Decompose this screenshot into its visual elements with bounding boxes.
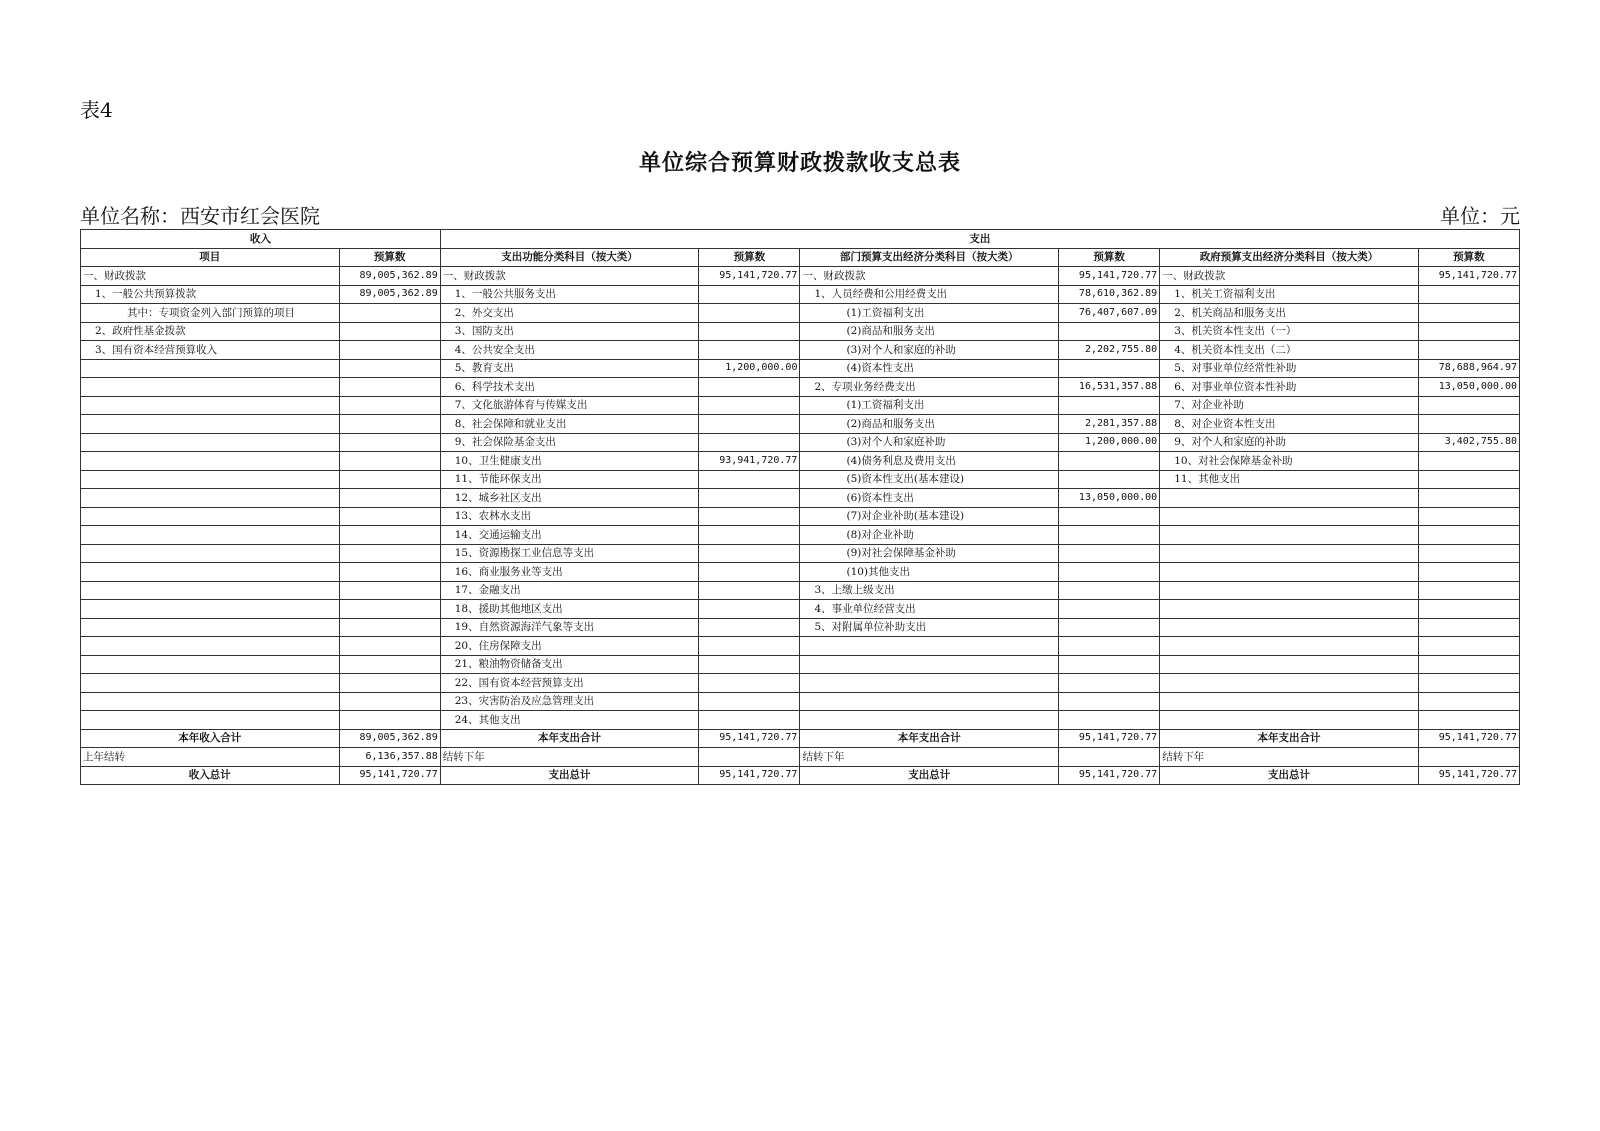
budget-amount-cell (699, 618, 800, 637)
budget-amount-cell (699, 600, 800, 619)
item-cell: (7)对企业补助(基本建设) (800, 507, 1059, 526)
budget-amount-cell (699, 470, 800, 489)
budget-amount-cell: 6,136,357.88 (339, 748, 440, 767)
header-group-row (81, 230, 1520, 249)
budget-amount-cell: 95,141,720.77 (1059, 267, 1160, 286)
budget-amount-cell (699, 674, 800, 693)
item-cell: 17、金融支出 (440, 581, 699, 600)
budget-amount-cell (699, 433, 800, 452)
table-row (81, 544, 1520, 563)
item-cell (1160, 655, 1419, 674)
item-cell: 一、财政拨款 (800, 267, 1059, 286)
item-cell (81, 637, 340, 656)
budget-amount-cell: 2,281,357.88 (1059, 415, 1160, 434)
budget-amount-cell: 95,141,720.77 (1418, 766, 1519, 785)
item-cell (1160, 618, 1419, 637)
item-cell: 2、机关商品和服务支出 (1160, 304, 1419, 323)
item-cell: 3、上缴上级支出 (800, 581, 1059, 600)
item-cell (81, 378, 340, 397)
item-cell (800, 692, 1059, 711)
item-cell: 支出总计 (1160, 766, 1419, 785)
budget-amount-cell (339, 507, 440, 526)
item-cell: 5、对事业单位经常性补助 (1160, 359, 1419, 378)
budget-amount-cell (339, 655, 440, 674)
budget-amount-cell (339, 341, 440, 360)
table-row (81, 526, 1520, 545)
table-row (81, 433, 1520, 452)
budget-amount-cell (699, 748, 800, 767)
item-cell: 其中：专项资金列入部门预算的项目 (81, 304, 340, 323)
table-row (81, 378, 1520, 397)
item-cell: (3)对个人和家庭的补助 (800, 341, 1059, 360)
budget-amount-cell (1059, 526, 1160, 545)
item-cell: 一、财政拨款 (1160, 267, 1419, 286)
budget-amount-cell (699, 711, 800, 730)
budget-amount-cell (339, 526, 440, 545)
column-header: 项目 (81, 248, 340, 267)
table-row (81, 692, 1520, 711)
budget-amount-cell (1418, 563, 1519, 582)
item-cell: 4、公共安全支出 (440, 341, 699, 360)
item-cell: 4、事业单位经营支出 (800, 600, 1059, 619)
budget-amount-cell (1059, 692, 1160, 711)
item-cell: (4)资本性支出 (800, 359, 1059, 378)
item-cell: 7、对企业补助 (1160, 396, 1419, 415)
item-cell: (10)其他支出 (800, 563, 1059, 582)
item-cell: (5)资本性支出(基本建设) (800, 470, 1059, 489)
item-cell (1160, 600, 1419, 619)
budget-amount-cell (1418, 322, 1519, 341)
item-cell: 6、科学技术支出 (440, 378, 699, 397)
table-row (81, 600, 1520, 619)
item-cell (1160, 526, 1419, 545)
budget-amount-cell (699, 507, 800, 526)
budget-amount-cell (339, 637, 440, 656)
budget-amount-cell (1059, 711, 1160, 730)
table-row (81, 563, 1520, 582)
budget-amount-cell (339, 674, 440, 693)
item-cell: 本年支出合计 (800, 729, 1059, 748)
budget-amount-cell (1418, 285, 1519, 304)
item-cell: 2、外交支出 (440, 304, 699, 323)
item-cell (81, 618, 340, 637)
table-row (81, 304, 1520, 323)
budget-amount-cell: 95,141,720.77 (1418, 729, 1519, 748)
budget-amount-cell (699, 341, 800, 360)
budget-amount-cell (339, 378, 440, 397)
budget-amount-cell (1059, 563, 1160, 582)
item-cell: 10、卫生健康支出 (440, 452, 699, 471)
item-cell: 结转下年 (1160, 748, 1419, 767)
budget-amount-cell (339, 452, 440, 471)
item-cell: 22、国有资本经营预算支出 (440, 674, 699, 693)
budget-amount-cell (339, 433, 440, 452)
table-row (81, 507, 1520, 526)
budget-amount-cell: 95,141,720.77 (699, 267, 800, 286)
budget-amount-cell (1418, 304, 1519, 323)
table-row (81, 341, 1520, 360)
budget-amount-cell (1059, 544, 1160, 563)
item-cell (81, 452, 340, 471)
budget-amount-cell (1059, 359, 1160, 378)
budget-amount-cell (699, 415, 800, 434)
item-cell (81, 692, 340, 711)
budget-amount-cell (1059, 581, 1160, 600)
table-row (81, 470, 1520, 489)
table-row (81, 655, 1520, 674)
column-header: 预算数 (1059, 248, 1160, 267)
table-body (81, 267, 1520, 785)
table-row (81, 267, 1520, 286)
item-cell (81, 526, 340, 545)
item-cell: 2、政府性基金拨款 (81, 322, 340, 341)
budget-amount-cell (1418, 489, 1519, 508)
item-cell (1160, 637, 1419, 656)
item-cell (81, 563, 340, 582)
budget-amount-cell (1418, 470, 1519, 489)
currency-unit-label: 单位：元 (1440, 204, 1520, 228)
item-cell (81, 655, 340, 674)
budget-amount-cell (339, 396, 440, 415)
item-cell: 3、国防支出 (440, 322, 699, 341)
budget-amount-cell: 89,005,362.89 (339, 267, 440, 286)
budget-amount-cell (1418, 655, 1519, 674)
budget-amount-cell (339, 600, 440, 619)
column-header: 预算数 (1418, 248, 1519, 267)
budget-amount-cell (1059, 655, 1160, 674)
item-cell: 10、对社会保障基金补助 (1160, 452, 1419, 471)
budget-amount-cell (1059, 452, 1160, 471)
item-cell: 1、人员经费和公用经费支出 (800, 285, 1059, 304)
item-cell (81, 544, 340, 563)
budget-amount-cell (1059, 470, 1160, 489)
table-row (81, 729, 1520, 748)
item-cell: 5、对附属单位补助支出 (800, 618, 1059, 637)
budget-amount-cell (699, 637, 800, 656)
item-cell: 一、财政拨款 (81, 267, 340, 286)
item-cell (81, 433, 340, 452)
table-number: 表4 (80, 98, 113, 122)
item-cell: 1、一般公共服务支出 (440, 285, 699, 304)
budget-amount-cell (1418, 600, 1519, 619)
budget-amount-cell (699, 396, 800, 415)
item-cell: 结转下年 (440, 748, 699, 767)
budget-amount-cell (1418, 341, 1519, 360)
income-header: 收入 (81, 230, 441, 249)
table-row (81, 711, 1520, 730)
budget-amount-cell (339, 544, 440, 563)
budget-amount-cell (1418, 711, 1519, 730)
item-cell (800, 655, 1059, 674)
item-cell: 8、社会保障和就业支出 (440, 415, 699, 434)
item-cell: 2、专项业务经费支出 (800, 378, 1059, 397)
budget-amount-cell (339, 581, 440, 600)
item-cell (800, 637, 1059, 656)
budget-amount-cell (339, 618, 440, 637)
table-row (81, 489, 1520, 508)
item-cell (81, 600, 340, 619)
budget-amount-cell (339, 470, 440, 489)
item-cell: 19、自然资源海洋气象等支出 (440, 618, 699, 637)
budget-amount-cell (1418, 692, 1519, 711)
table-row (81, 415, 1520, 434)
table-row (81, 581, 1520, 600)
column-header: 部门预算支出经济分类科目（按大类） (800, 248, 1059, 267)
item-cell (1160, 581, 1419, 600)
budget-amount-cell: 3,402,755.80 (1418, 433, 1519, 452)
table-row (81, 766, 1520, 785)
page-title: 单位综合预算财政拨款收支总表 (638, 150, 961, 176)
budget-amount-cell (699, 322, 800, 341)
item-cell (1160, 489, 1419, 508)
budget-amount-cell (1059, 507, 1160, 526)
item-cell: 14、交通运输支出 (440, 526, 699, 545)
item-cell: 上年结转 (81, 748, 340, 767)
budget-amount-cell (1418, 618, 1519, 637)
item-cell (1160, 544, 1419, 563)
item-cell (1160, 507, 1419, 526)
item-cell: (8)对企业补助 (800, 526, 1059, 545)
item-cell: 3、国有资本经营预算收入 (81, 341, 340, 360)
column-header-row (81, 248, 1520, 267)
budget-amount-cell (699, 526, 800, 545)
item-cell: (9)对社会保障基金补助 (800, 544, 1059, 563)
column-header: 预算数 (699, 248, 800, 267)
budget-amount-cell (1418, 415, 1519, 434)
item-cell (81, 581, 340, 600)
budget-amount-cell (1418, 674, 1519, 693)
item-cell: 15、资源勘探工业信息等支出 (440, 544, 699, 563)
budget-amount-cell: 89,005,362.89 (339, 285, 440, 304)
budget-amount-cell: 95,141,720.77 (1418, 267, 1519, 286)
item-cell: 1、机关工资福利支出 (1160, 285, 1419, 304)
item-cell: 11、节能环保支出 (440, 470, 699, 489)
column-header: 政府预算支出经济分类科目（按大类） (1160, 248, 1419, 267)
item-cell (81, 470, 340, 489)
budget-amount-cell: 78,688,964.97 (1418, 359, 1519, 378)
budget-amount-cell: 76,407,607.09 (1059, 304, 1160, 323)
item-cell: 5、教育支出 (440, 359, 699, 378)
budget-amount-cell (1059, 674, 1160, 693)
budget-amount-cell (1418, 637, 1519, 656)
budget-table (80, 229, 1520, 785)
table-row (81, 359, 1520, 378)
budget-amount-cell (1059, 322, 1160, 341)
item-cell: 23、灾害防治及应急管理支出 (440, 692, 699, 711)
expense-header: 支出 (440, 230, 1519, 249)
budget-amount-cell (1418, 581, 1519, 600)
item-cell (1160, 674, 1419, 693)
table-row (81, 285, 1520, 304)
budget-amount-cell (699, 544, 800, 563)
item-cell: (1)工资福利支出 (800, 304, 1059, 323)
budget-amount-cell: 2,202,755.80 (1059, 341, 1160, 360)
table-row (81, 396, 1520, 415)
item-cell (1160, 711, 1419, 730)
item-cell: (4)债务利息及费用支出 (800, 452, 1059, 471)
unit-name-label: 单位名称：西安市红会医院 (80, 204, 320, 228)
budget-amount-cell (339, 692, 440, 711)
budget-amount-cell (339, 711, 440, 730)
item-cell: 3、机关资本性支出（一） (1160, 322, 1419, 341)
budget-amount-cell: 16,531,357.88 (1059, 378, 1160, 397)
item-cell: 1、一般公共预算拨款 (81, 285, 340, 304)
budget-amount-cell (1059, 600, 1160, 619)
budget-amount-cell (1059, 748, 1160, 767)
budget-amount-cell: 93,941,720.77 (699, 452, 800, 471)
budget-amount-cell (699, 489, 800, 508)
budget-amount-cell: 89,005,362.89 (339, 729, 440, 748)
item-cell: 收入总计 (81, 766, 340, 785)
column-header: 预算数 (339, 248, 440, 267)
item-cell: 6、对事业单位资本性补助 (1160, 378, 1419, 397)
item-cell: 18、援助其他地区支出 (440, 600, 699, 619)
item-cell: (1)工资福利支出 (800, 396, 1059, 415)
item-cell: 13、农林水支出 (440, 507, 699, 526)
item-cell (81, 489, 340, 508)
budget-amount-cell (699, 378, 800, 397)
budget-amount-cell: 1,200,000.00 (699, 359, 800, 378)
column-header: 支出功能分类科目（按大类） (440, 248, 699, 267)
item-cell: 支出总计 (440, 766, 699, 785)
budget-amount-cell (1418, 544, 1519, 563)
budget-amount-cell (699, 692, 800, 711)
budget-amount-cell: 95,141,720.77 (1059, 729, 1160, 748)
item-cell: 21、粮油物资储备支出 (440, 655, 699, 674)
budget-amount-cell (339, 304, 440, 323)
budget-amount-cell (699, 581, 800, 600)
item-cell: 8、对企业资本性支出 (1160, 415, 1419, 434)
item-cell: (6)资本性支出 (800, 489, 1059, 508)
item-cell (81, 507, 340, 526)
item-cell: 12、城乡社区支出 (440, 489, 699, 508)
table-row (81, 618, 1520, 637)
item-cell: 20、住房保障支出 (440, 637, 699, 656)
item-cell (800, 711, 1059, 730)
budget-amount-cell (1418, 526, 1519, 545)
item-cell: 11、其他支出 (1160, 470, 1419, 489)
budget-amount-cell: 78,610,362.89 (1059, 285, 1160, 304)
budget-amount-cell (339, 489, 440, 508)
budget-amount-cell (699, 285, 800, 304)
budget-amount-cell (339, 359, 440, 378)
budget-amount-cell (339, 563, 440, 582)
budget-amount-cell (699, 304, 800, 323)
budget-amount-cell (699, 563, 800, 582)
budget-amount-cell: 13,050,000.00 (1418, 378, 1519, 397)
item-cell: 本年支出合计 (1160, 729, 1419, 748)
budget-amount-cell (1418, 452, 1519, 471)
item-cell: 7、文化旅游体育与传媒支出 (440, 396, 699, 415)
budget-amount-cell (339, 322, 440, 341)
item-cell: (2)商品和服务支出 (800, 322, 1059, 341)
item-cell: 24、其他支出 (440, 711, 699, 730)
budget-amount-cell (1418, 396, 1519, 415)
item-cell: (2)商品和服务支出 (800, 415, 1059, 434)
item-cell (1160, 692, 1419, 711)
item-cell (81, 359, 340, 378)
table-row (81, 452, 1520, 471)
table-row (81, 637, 1520, 656)
budget-amount-cell (339, 415, 440, 434)
budget-amount-cell (1059, 396, 1160, 415)
budget-amount-cell (1059, 618, 1160, 637)
budget-amount-cell (1418, 507, 1519, 526)
item-cell: 支出总计 (800, 766, 1059, 785)
budget-amount-cell: 95,141,720.77 (1059, 766, 1160, 785)
budget-amount-cell: 13,050,000.00 (1059, 489, 1160, 508)
budget-amount-cell: 95,141,720.77 (339, 766, 440, 785)
table-row (81, 322, 1520, 341)
item-cell: 4、机关资本性支出（二） (1160, 341, 1419, 360)
budget-amount-cell (1059, 637, 1160, 656)
item-cell (81, 415, 340, 434)
item-cell: 16、商业服务业等支出 (440, 563, 699, 582)
item-cell (81, 396, 340, 415)
budget-amount-cell: 95,141,720.77 (699, 729, 800, 748)
item-cell (81, 674, 340, 693)
item-cell: 本年收入合计 (81, 729, 340, 748)
table-row (81, 748, 1520, 767)
item-cell: 本年支出合计 (440, 729, 699, 748)
budget-amount-cell: 95,141,720.77 (699, 766, 800, 785)
budget-amount-cell: 1,200,000.00 (1059, 433, 1160, 452)
item-cell: 结转下年 (800, 748, 1059, 767)
item-cell: 一、财政拨款 (440, 267, 699, 286)
item-cell (800, 674, 1059, 693)
table-row (81, 674, 1520, 693)
item-cell (81, 711, 340, 730)
item-cell: 9、对个人和家庭的补助 (1160, 433, 1419, 452)
item-cell: (3)对个人和家庭补助 (800, 433, 1059, 452)
item-cell: 9、社会保险基金支出 (440, 433, 699, 452)
item-cell (1160, 563, 1419, 582)
budget-amount-cell (699, 655, 800, 674)
budget-amount-cell (1418, 748, 1519, 767)
